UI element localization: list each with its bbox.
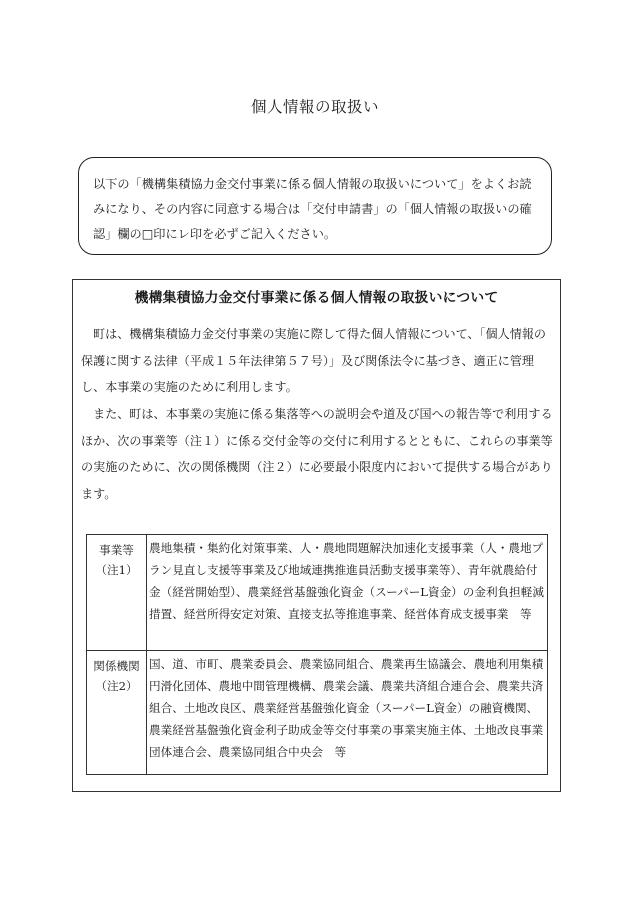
row-label-projects: [87, 535, 147, 651]
table-row: [87, 651, 548, 775]
consent-notice-box: [78, 157, 552, 255]
row-label-note: （注1）: [95, 563, 138, 577]
section-heading: 機構集積協力金交付事業に係る個人情報の取扱いについて: [134, 290, 499, 306]
policy-paragraph-1: 町は、機構集積協力金交付事業の実施に際して得た個人情報について、「個人情報の保護に関する法律（平成１５年法律第５７号）」及び関係法令に基づき、適正に管理し、本事業の実施のために利用します。: [81, 327, 547, 394]
page-title: 個人情報の取扱い: [250, 98, 379, 116]
info-table: [86, 534, 548, 775]
row-content-projects: 農地集積・集約化対策事業、人・農地問題解決加速化支援事業（人・農地プラン見直し支援等事業及び地域連携推進員活動支援事業等）、青年就農給付金（経営開始型）、農業経営基盤強化資金（スーパーL資金）の金利負担軽減措置、経営所得安定対策、直接支払等推進事業、経営体育成支援事業 等: [147, 535, 548, 651]
row-label-agencies: [87, 651, 147, 775]
privacy-policy-section: [72, 279, 561, 792]
table-row: [87, 535, 548, 651]
consent-notice-text: 以下の「機構集積協力金交付事業に係る個人情報の取扱いについて」をよくお読みになり、その内容に同意する場合は「交付申請書」の「個人情報の取扱いの確認」欄の□印にレ印を必ずご記入ください。: [93, 177, 532, 241]
row-label-line: 事業等: [99, 543, 134, 557]
row-label-note: （注2）: [95, 679, 138, 693]
row-label-line: 関係機関: [93, 659, 140, 673]
policy-paragraph-2: また、町は、本事業の実施に係る集落等への説明会や道及び国への報告等で利用するほか、次の事業等（注１）に係る交付金等の交付に利用するとともに、これらの事業等の実施のために、次の関係機関（注２）に必要最小限度内において提供する場合があります。: [81, 407, 553, 501]
row-content-agencies: 国、道、市町、農業委員会、農業協同組合、農業再生協議会、農地利用集積円滑化団体、農地中間管理機構、農業会議、農業共済組合連合会、農業共済組合、土地改良区、農業経営基盤強化資金（スーパーL資金）の融資機関、農業経営基盤強化資金利子助成金等交付事業の事業実施主体、土地改良事業団体連合会、農業協同組合中央会 等: [147, 651, 548, 775]
